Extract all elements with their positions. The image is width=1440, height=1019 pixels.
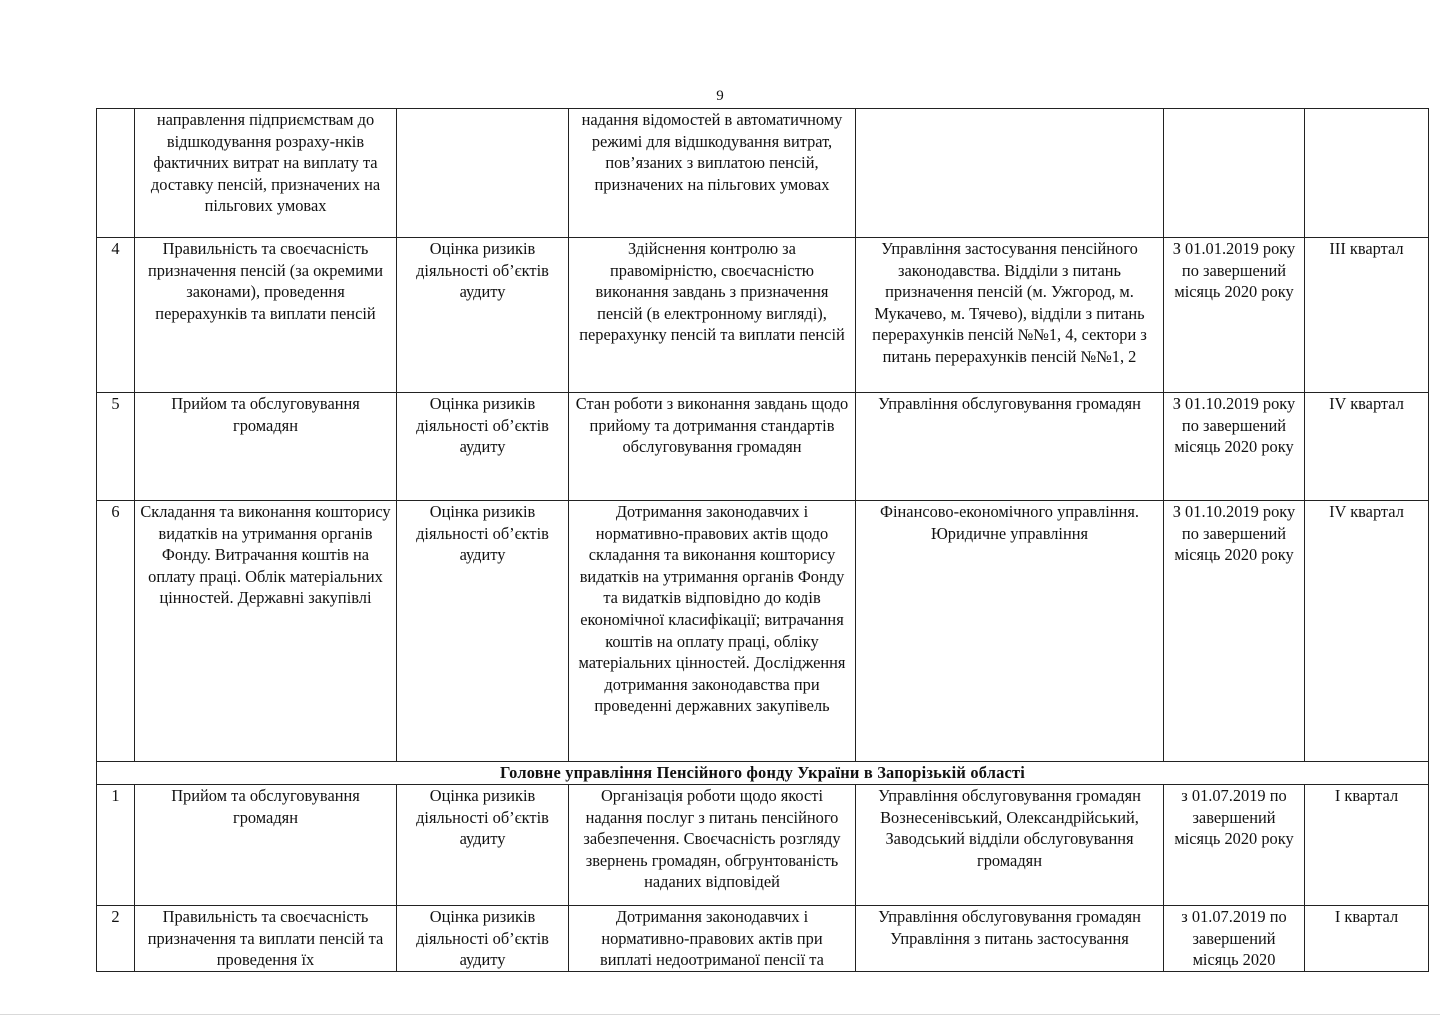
audit-units: Управління застосування пенсійного законодавства. Відділи з питань призначення пенсій (м. Ужгород, м. Мукачево, м. Тячево), відділи з питань перерахунків пенсій №№1, 4, сектори з питань перерахунків пенсій №№1, 2 (856, 238, 1164, 393)
row-number: 1 (97, 785, 135, 906)
audit-issues: Стан роботи з виконання завдань щодо прийому та дотримання стандартів обслуговування громадян (569, 393, 856, 501)
row-number: 6 (97, 501, 135, 762)
audit-basis: Оцінка ризиків діяльності об’єктів аудиту (397, 238, 569, 393)
audit-period: з 01.07.2019 по завершений місяць 2020 року (1164, 785, 1305, 906)
audit-issues: надання відомостей в автоматичному режимі для відшкодування витрат, пов’язаних з виплатою пенсій, призначених на пільгових умовах (569, 109, 856, 238)
table-row (97, 109, 1429, 238)
table-row (97, 785, 1429, 906)
row-number: 2 (97, 906, 135, 972)
section-title: Головне управління Пенсійного фонду України в Запорізькій області (97, 762, 1429, 785)
audit-period: З 01.10.2019 року по завершений місяць 2020 року (1164, 393, 1305, 501)
audit-quarter: І квартал (1305, 906, 1429, 972)
audit-quarter: ІV квартал (1305, 393, 1429, 501)
audit-quarter (1305, 109, 1429, 238)
audit-units: Управління обслуговування громадян (856, 393, 1164, 501)
audit-units (856, 109, 1164, 238)
audit-basis: Оцінка ризиків діяльності об’єктів аудиту (397, 906, 569, 972)
page-number: 9 (716, 88, 724, 104)
row-number: 5 (97, 393, 135, 501)
audit-subject: Прийом та обслуговування громадян (135, 785, 397, 906)
audit-issues: Здійснення контролю за правомірністю, своєчасністю виконання завдань з призначення пенсій (в електронному вигляді), перерахунку пенсій та виплати пенсій (569, 238, 856, 393)
audit-quarter: ІІІ квартал (1305, 238, 1429, 393)
audit-units: Управління обслуговування громадян Вознесенівський, Олександрійський, Заводський відділи обслуговування громадян (856, 785, 1164, 906)
table-row (97, 501, 1429, 762)
table-row (97, 906, 1429, 972)
section-header-row (97, 762, 1429, 785)
audit-units: Управління обслуговування громадян Управління з питань застосування (856, 906, 1164, 972)
audit-units: Фінансово-економічного управління. Юридичне управління (856, 501, 1164, 762)
audit-quarter: І квартал (1305, 785, 1429, 906)
audit-subject: Прийом та обслуговування громадян (135, 393, 397, 501)
audit-subject: Складання та виконання кошторису видатків на утримання органів Фонду. Витрачання коштів на оплату праці. Облік матеріальних цінностей. Державні закупівлі (135, 501, 397, 762)
audit-basis (397, 109, 569, 238)
page-edge-rule (0, 1014, 1440, 1015)
audit-issues: Дотримання законодавчих і нормативно-правових актів щодо складання та виконання кошторису видатків на утримання органів Фонду та видатків відповідно до кодів економічної класифікації; витрачання коштів на оплату праці, обліку матеріальних цінностей. Дослідження дотримання законодавства при проведенні державних закупівель (569, 501, 856, 762)
audit-basis: Оцінка ризиків діяльності об’єктів аудиту (397, 501, 569, 762)
audit-subject: направлення підприємствам до відшкодування розраху-нків фактичних витрат на виплату та доставку пенсій, призначених на пільгових умовах (135, 109, 397, 238)
audit-period: З 01.10.2019 року по завершений місяць 2020 року (1164, 501, 1305, 762)
audit-period (1164, 109, 1305, 238)
row-number (97, 109, 135, 238)
audit-subject: Правильність та своєчасність призначення пенсій (за окремими законами), проведення перерахунків та виплати пенсій (135, 238, 397, 393)
audit-issues: Організація роботи щодо якості надання послуг з питань пенсійного забезпечення. Своєчасність розгляду звернень громадян, обгрунтованість наданих відповідей (569, 785, 856, 906)
audit-basis: Оцінка ризиків діяльності об’єктів аудиту (397, 785, 569, 906)
audit-period: З 01.01.2019 року по завершений місяць 2020 року (1164, 238, 1305, 393)
audit-basis: Оцінка ризиків діяльності об’єктів аудиту (397, 393, 569, 501)
table-row (97, 238, 1429, 393)
audit-period: з 01.07.2019 по завершений місяць 2020 (1164, 906, 1305, 972)
row-number: 4 (97, 238, 135, 393)
table-row (97, 393, 1429, 501)
audit-plan-table (96, 108, 1429, 972)
audit-subject: Правильність та своєчасність призначення та виплати пенсій та проведення їх (135, 906, 397, 972)
audit-quarter: ІV квартал (1305, 501, 1429, 762)
audit-issues: Дотримання законодавчих і нормативно-правових актів при виплаті недоотриманої пенсії та (569, 906, 856, 972)
